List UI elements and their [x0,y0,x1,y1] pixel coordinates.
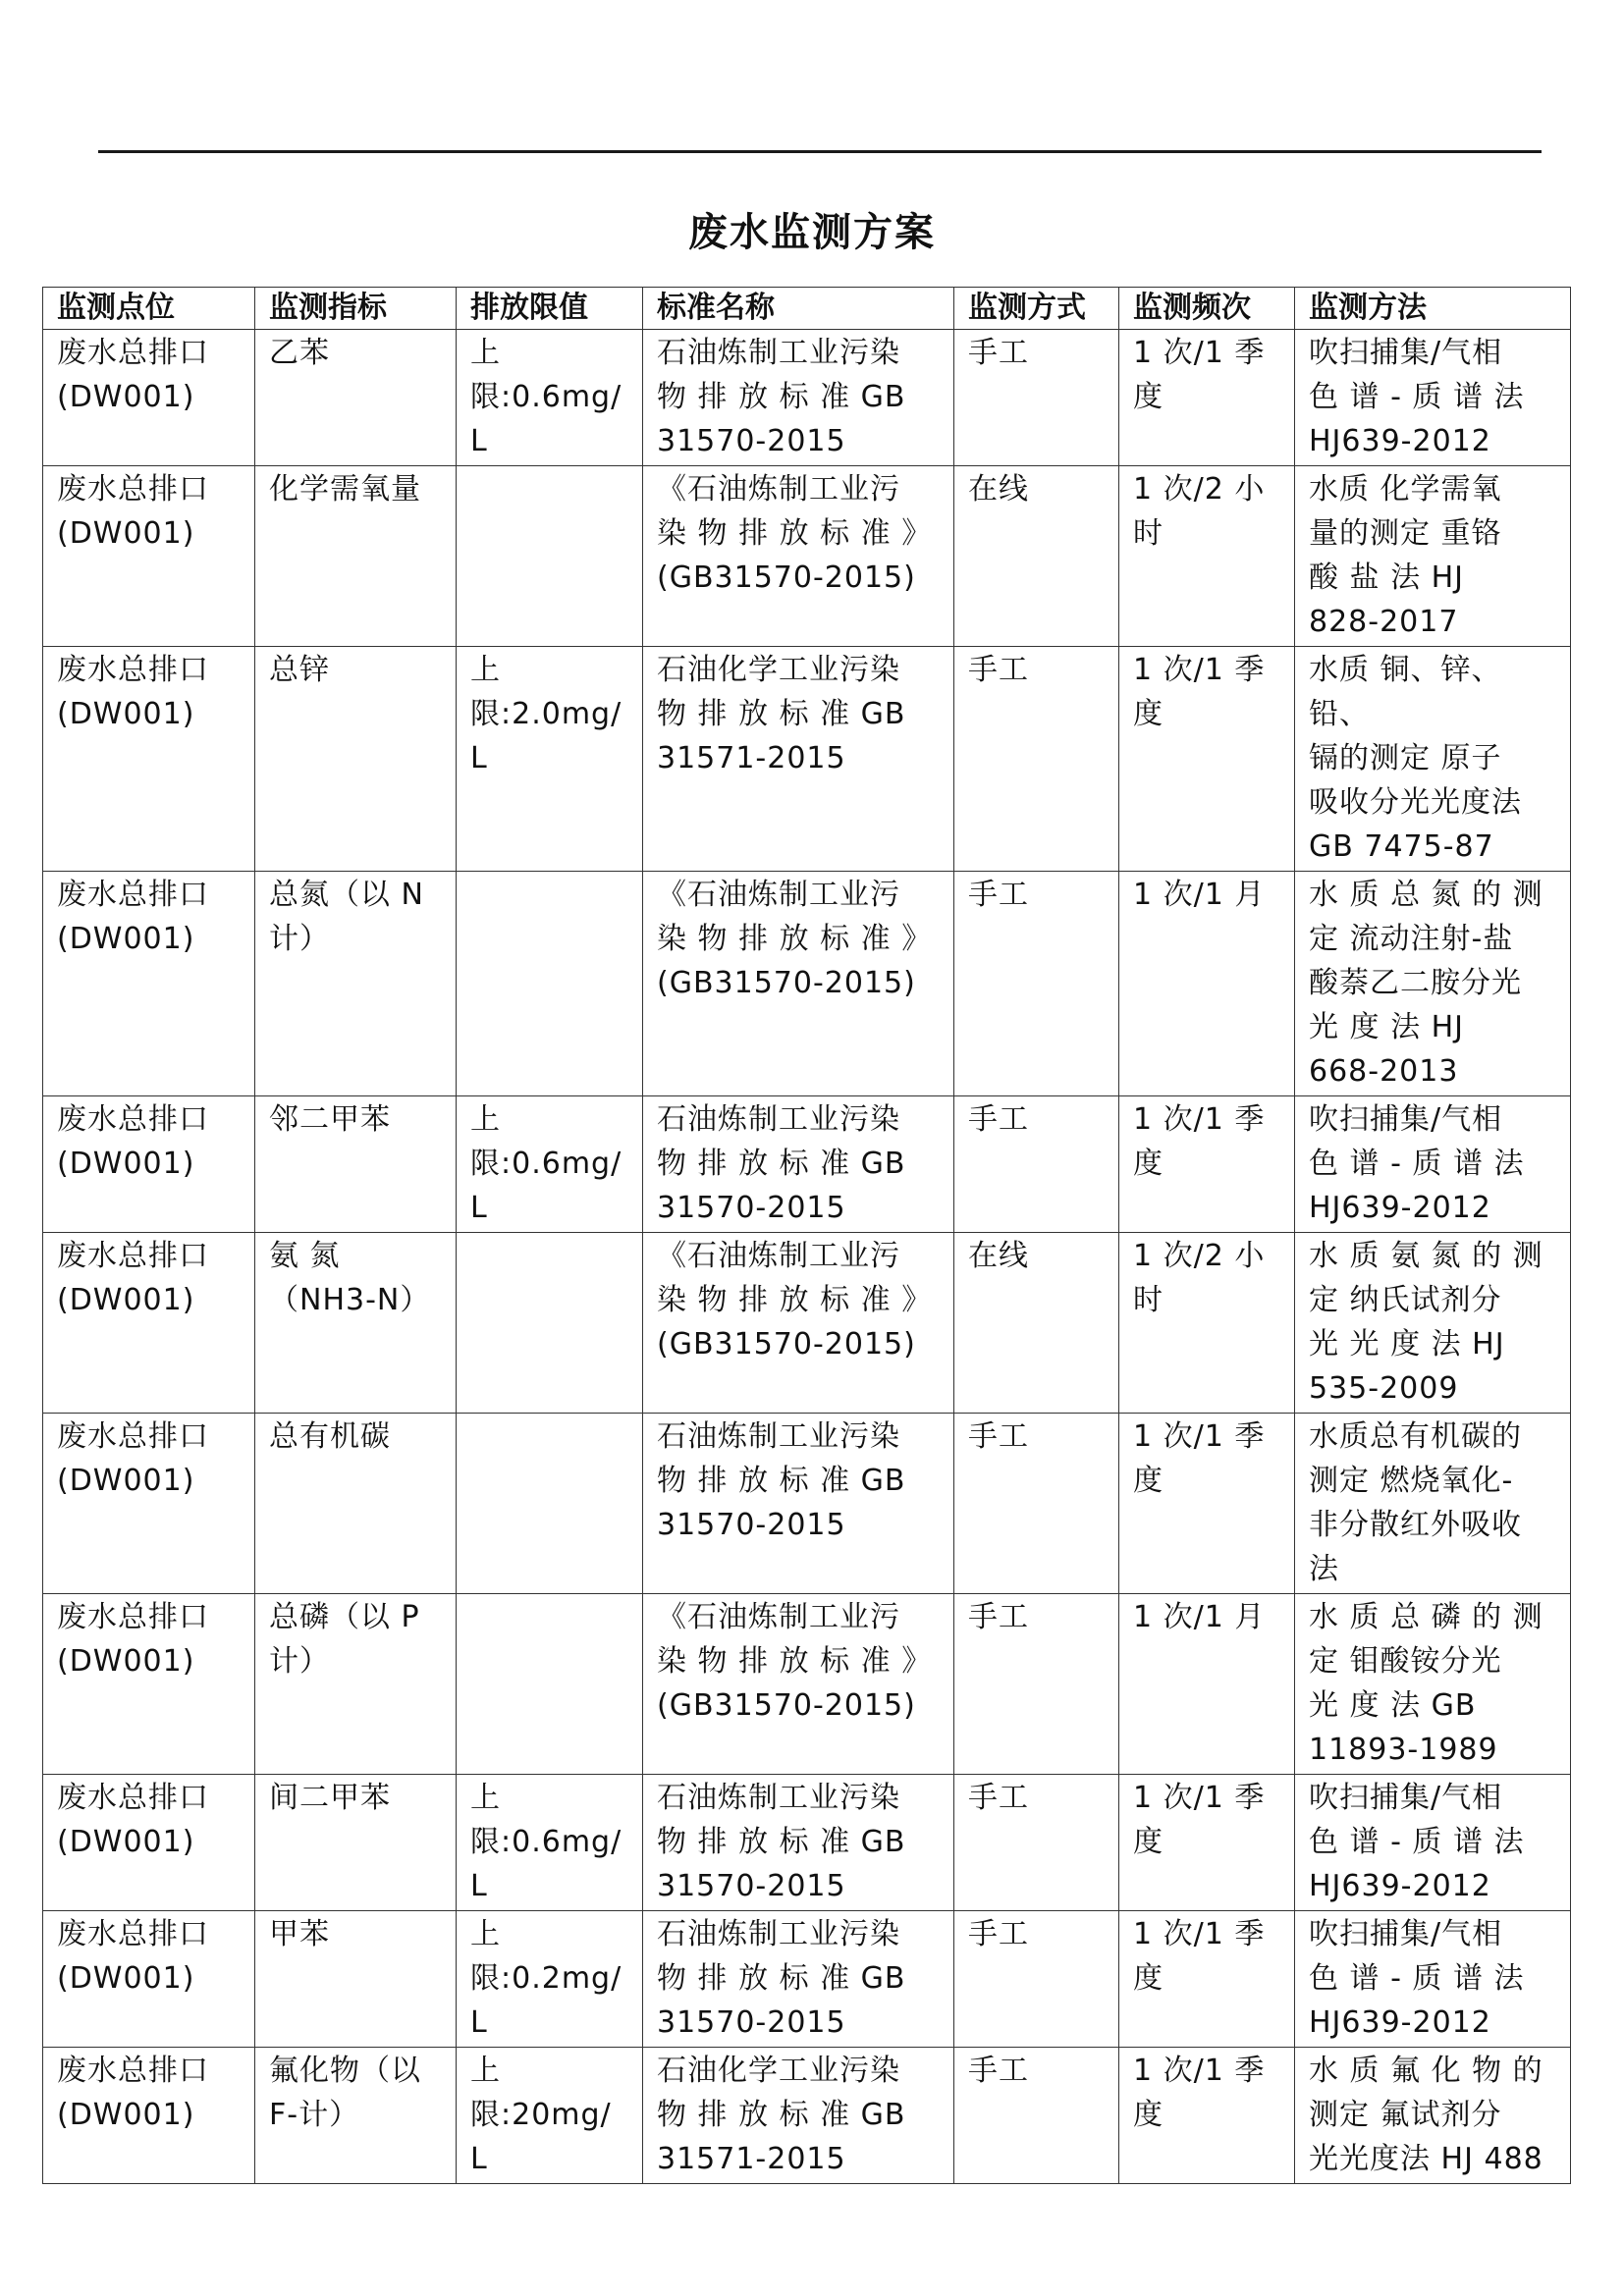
cell-text-line: 色 谱 - 质 谱 法 [1309,380,1525,414]
monitoring-point-cell [43,2048,255,2184]
cell-text-line: 量的测定 重铬 [1309,516,1502,551]
cell-text-line: 《石油炼制工业污 [657,472,900,507]
monitoring-mode-cell [954,466,1119,647]
cell-text-line: 限:2.0mg/L [470,697,623,775]
cell-text-line: 水质 化学需氧 [1309,472,1502,507]
indicator-cell [255,872,457,1096]
standard-name-cell [643,330,954,466]
cell-text-line: 1 次/1 季 [1133,653,1266,687]
method-cell [1295,1911,1571,2048]
cell-text-line: 乙苯 [269,336,330,370]
cell-text-line: 镉的测定 原子 [1309,741,1502,775]
standard-name-cell [643,1096,954,1233]
indicator-cell [255,1911,457,2048]
method-cell [1295,330,1571,466]
cell-text-line: 吹扫捕集/气相 [1309,1781,1503,1815]
emission-limit-cell [457,330,643,466]
indicator-cell [255,2048,457,2184]
cell-text-line: 1 次/1 季 [1133,336,1266,370]
frequency-cell [1119,1233,1295,1414]
cell-text-line: 定 钼酸铵分光 [1309,1644,1502,1679]
cell-text-line: 计） [269,922,330,956]
cell-text-line: HJ639-2012 [1309,424,1491,458]
cell-text-line: 物 排 放 标 准 GB [657,1464,906,1498]
cell-text-line: 31571-2015 [657,741,846,775]
cell-text-line: 上 [470,1917,501,1951]
cell-text-line: 手工 [968,653,1029,687]
standard-name-cell [643,647,954,872]
cell-text-line: 总有机碳 [269,1419,391,1454]
cell-text-line: 31570-2015 [657,1191,846,1225]
monitoring-point-cell [43,1775,255,1911]
method-cell [1295,647,1571,872]
cell-text-line: (DW001) [57,1464,195,1498]
cell-text-line: 限:0.2mg/L [470,1961,623,2040]
cell-text-line: F-计） [269,2098,360,2132]
table-row [43,1233,1571,1414]
cell-text-line: HJ639-2012 [1309,1191,1491,1225]
cell-text-line: 水 质 氟 化 物 的 [1309,2054,1543,2088]
cell-text-line: 石油炼制工业污染 [657,1102,900,1137]
cell-text-line: 1 次/1 季 [1133,1102,1266,1137]
table-row [43,1775,1571,1911]
monitoring-mode-cell [954,1911,1119,2048]
cell-text-line: (GB31570-2015) [657,561,916,595]
cell-text-line: 总磷（以 P [269,1600,420,1634]
cell-text-line: 测定 燃烧氧化- [1309,1464,1514,1498]
cell-text-line: (DW001) [57,380,195,414]
cell-text-line: 手工 [968,2054,1029,2088]
cell-text-line: 染 物 排 放 标 准 》 [657,1644,933,1679]
monitoring-mode-cell [954,647,1119,872]
monitoring-point-cell [43,1594,255,1775]
monitoring-mode-cell [954,1096,1119,1233]
monitoring-mode-cell [954,1233,1119,1414]
cell-text-line: 光 光 度 法 HJ [1309,1327,1505,1362]
header-monitoring-point: 监测点位 [43,288,255,330]
cell-text-line: 1 次/1 季 [1133,1917,1266,1951]
cell-text-line: 染 物 排 放 标 准 》 [657,1283,933,1317]
cell-text-line: 废水总排口 [57,2054,209,2088]
cell-text-line: HJ639-2012 [1309,2005,1491,2040]
cell-text-line: 11893-1989 [1309,1733,1498,1767]
emission-limit-cell [457,1096,643,1233]
cell-text-line: 物 排 放 标 准 GB [657,1825,906,1859]
monitoring-mode-cell [954,2048,1119,2184]
cell-text-line: 度 [1133,1147,1164,1181]
cell-text-line: 水 质 总 氮 的 测 [1309,878,1543,912]
cell-text-line: 1 次/1 月 [1133,878,1266,912]
cell-text-line: 酸 盐 法 HJ [1309,561,1465,595]
cell-text-line: 石油炼制工业污染 [657,1917,900,1951]
cell-text-line: (DW001) [57,1825,195,1859]
frequency-cell [1119,2048,1295,2184]
frequency-cell [1119,466,1295,647]
cell-text-line: 石油炼制工业污染 [657,1781,900,1815]
monitoring-point-cell [43,1096,255,1233]
frequency-cell [1119,872,1295,1096]
cell-text-line: 非分散红外吸收 [1309,1508,1522,1542]
cell-text-line: 度 [1133,1825,1164,1859]
monitoring-mode-cell [954,330,1119,466]
indicator-cell [255,1096,457,1233]
cell-text-line: 限:0.6mg/L [470,380,623,458]
cell-text-line: （NH3-N） [269,1283,431,1317]
cell-text-line: 手工 [968,1600,1029,1634]
cell-text-line: 1 次/2 小 [1133,1239,1266,1273]
cell-text-line: 限:0.6mg/L [470,1825,623,1903]
emission-limit-cell [457,1233,643,1414]
monitoring-point-cell [43,647,255,872]
emission-limit-cell [457,1594,643,1775]
cell-text-line: 废水总排口 [57,1600,209,1634]
table-row [43,466,1571,647]
cell-text-line: 氟化物（以 [269,2054,421,2088]
monitoring-point-cell [43,1414,255,1594]
emission-limit-cell [457,1911,643,2048]
emission-limit-cell [457,1775,643,1911]
cell-text-line: 手工 [968,1781,1029,1815]
cell-text-line: 酸萘乙二胺分光 [1309,966,1522,1000]
cell-text-line: 物 排 放 标 准 GB [657,1147,906,1181]
table-row [43,647,1571,872]
method-cell [1295,1594,1571,1775]
standard-name-cell [643,466,954,647]
cell-text-line: 《石油炼制工业污 [657,1600,900,1634]
standard-name-cell [643,872,954,1096]
emission-limit-cell [457,2048,643,2184]
cell-text-line: 废水总排口 [57,1419,209,1454]
frequency-cell [1119,1096,1295,1233]
cell-text-line: 染 物 排 放 标 准 》 [657,516,933,551]
cell-text-line: 染 物 排 放 标 准 》 [657,922,933,956]
cell-text-line: 化学需氧量 [269,472,421,507]
cell-text-line: 限:20mg/L [470,2098,612,2176]
cell-text-line: 上 [470,336,501,370]
cell-text-line: 色 谱 - 质 谱 法 [1309,1147,1525,1181]
cell-text-line: 水质总有机碳的 [1309,1419,1522,1454]
header-method: 监测方法 [1295,288,1571,330]
table-row [43,330,1571,466]
cell-text-line: 物 排 放 标 准 GB [657,2098,906,2132]
cell-text-line: 手工 [968,1419,1029,1454]
cell-text-line: 度 [1133,2098,1164,2132]
cell-text-line: 31570-2015 [657,424,846,458]
cell-text-line: 氨 氮 [269,1239,341,1273]
cell-text-line: 手工 [968,878,1029,912]
cell-text-line: 668-2013 [1309,1054,1459,1089]
cell-text-line: 手工 [968,1917,1029,1951]
frequency-cell [1119,1911,1295,2048]
cell-text-line: 在线 [968,472,1029,507]
emission-limit-cell [457,647,643,872]
cell-text-line: 在线 [968,1239,1029,1273]
cell-text-line: 《石油炼制工业污 [657,1239,900,1273]
cell-text-line: (DW001) [57,1147,195,1181]
cell-text-line: 手工 [968,336,1029,370]
cell-text-line: 吹扫捕集/气相 [1309,1917,1503,1951]
standard-name-cell [643,1911,954,2048]
cell-text-line: (DW001) [57,1961,195,1996]
cell-text-line: 总锌 [269,653,330,687]
method-cell [1295,1233,1571,1414]
monitoring-mode-cell [954,1414,1119,1594]
cell-text-line: 物 排 放 标 准 GB [657,697,906,731]
indicator-cell [255,330,457,466]
cell-text-line: 水质 铜、锌、铅、 [1309,653,1502,731]
indicator-cell [255,1233,457,1414]
cell-text-line: 色 谱 - 质 谱 法 [1309,1961,1525,1996]
cell-text-line: 上 [470,1781,501,1815]
cell-text-line: 定 纳氏试剂分 [1309,1283,1502,1317]
cell-text-line: 邻二甲苯 [269,1102,391,1137]
table-row [43,2048,1571,2184]
cell-text-line: 度 [1133,1961,1164,1996]
cell-text-line: 手工 [968,1102,1029,1137]
frequency-cell [1119,647,1295,872]
cell-text-line: 1 次/1 季 [1133,1419,1266,1454]
cell-text-line: 废水总排口 [57,653,209,687]
emission-limit-cell [457,466,643,647]
cell-text-line: 光 度 法 GB [1309,1688,1477,1723]
cell-text-line: (DW001) [57,1644,195,1679]
indicator-cell [255,466,457,647]
cell-text-line: (DW001) [57,516,195,551]
cell-text-line: 水 质 氨 氮 的 测 [1309,1239,1543,1273]
cell-text-line: 石油炼制工业污染 [657,1419,900,1454]
cell-text-line: 定 流动注射-盐 [1309,922,1514,956]
cell-text-line: 测定 氟试剂分 [1309,2098,1502,2132]
cell-text-line: (GB31570-2015) [657,1327,916,1362]
method-cell [1295,872,1571,1096]
header-indicator: 监测指标 [255,288,457,330]
cell-text-line: (GB31570-2015) [657,1688,916,1723]
cell-text-line: 31571-2015 [657,2142,846,2176]
cell-text-line: 间二甲苯 [269,1781,391,1815]
cell-text-line: 吹扫捕集/气相 [1309,336,1503,370]
table-row [43,1594,1571,1775]
cell-text-line: GB 7475-87 [1309,829,1494,864]
method-cell [1295,1775,1571,1911]
indicator-cell [255,1775,457,1911]
frequency-cell [1119,1775,1295,1911]
cell-text-line: 828-2017 [1309,605,1459,639]
header-standard-name: 标准名称 [643,288,954,330]
monitoring-mode-cell [954,1775,1119,1911]
cell-text-line: 计） [269,1644,330,1679]
cell-text-line: 色 谱 - 质 谱 法 [1309,1825,1525,1859]
monitoring-plan-table [42,287,1571,2184]
monitoring-point-cell [43,1233,255,1414]
cell-text-line: (DW001) [57,1283,195,1317]
cell-text-line: 度 [1133,380,1164,414]
cell-text-line: 上 [470,1102,501,1137]
frequency-cell [1119,1414,1295,1594]
standard-name-cell [643,1414,954,1594]
standard-name-cell [643,2048,954,2184]
indicator-cell [255,1594,457,1775]
cell-text-line: 上 [470,2054,501,2088]
cell-text-line: 石油化学工业污染 [657,2054,900,2088]
standard-name-cell [643,1775,954,1911]
cell-text-line: 光 度 法 HJ [1309,1010,1465,1044]
cell-text-line: 水 质 总 磷 的 测 [1309,1600,1543,1634]
cell-text-line: 吸收分光光度法 [1309,785,1522,820]
cell-text-line: (GB31570-2015) [657,966,916,1000]
cell-text-line: 上 [470,653,501,687]
cell-text-line: 石油化学工业污染 [657,653,900,687]
cell-text-line: 时 [1133,516,1164,551]
method-cell [1295,466,1571,647]
cell-text-line: 31570-2015 [657,2005,846,2040]
indicator-cell [255,647,457,872]
table-row [43,872,1571,1096]
cell-text-line: 甲苯 [269,1917,330,1951]
indicator-cell [255,1414,457,1594]
monitoring-point-cell [43,330,255,466]
cell-text-line: 1 次/2 小 [1133,472,1266,507]
cell-text-line: 废水总排口 [57,1239,209,1273]
header-emission-limit: 排放限值 [457,288,643,330]
cell-text-line: HJ639-2012 [1309,1869,1491,1903]
cell-text-line: 物 排 放 标 准 GB [657,380,906,414]
cell-text-line: (DW001) [57,2098,195,2132]
emission-limit-cell [457,872,643,1096]
cell-text-line: 吹扫捕集/气相 [1309,1102,1503,1137]
cell-text-line: 石油炼制工业污染 [657,336,900,370]
method-cell [1295,1096,1571,1233]
monitoring-point-cell [43,1911,255,2048]
monitoring-mode-cell [954,872,1119,1096]
cell-text-line: 限:0.6mg/L [470,1147,623,1225]
cell-text-line: (DW001) [57,697,195,731]
cell-text-line: 总氮（以 N [269,878,424,912]
cell-text-line: 废水总排口 [57,472,209,507]
frequency-cell [1119,1594,1295,1775]
table-row [43,1414,1571,1594]
cell-text-line: 度 [1133,697,1164,731]
cell-text-line: 1 次/1 季 [1133,1781,1266,1815]
cell-text-line: 法 [1309,1552,1339,1586]
method-cell [1295,1414,1571,1594]
cell-text-line: 废水总排口 [57,1917,209,1951]
cell-text-line: 废水总排口 [57,1781,209,1815]
header-monitoring-mode: 监测方式 [954,288,1119,330]
cell-text-line: 时 [1133,1283,1164,1317]
table-row [43,1911,1571,2048]
cell-text-line: 废水总排口 [57,878,209,912]
header-rule [98,150,1542,153]
table-header-row [43,288,1571,330]
emission-limit-cell [457,1414,643,1594]
page-title: 废水监测方案 [688,210,936,255]
cell-text-line: 1 次/1 月 [1133,1600,1266,1634]
cell-text-line: (DW001) [57,922,195,956]
table-row [43,1096,1571,1233]
cell-text-line: 《石油炼制工业污 [657,878,900,912]
cell-text-line: 535-2009 [1309,1371,1459,1406]
standard-name-cell [643,1233,954,1414]
monitoring-mode-cell [954,1594,1119,1775]
cell-text-line: 31570-2015 [657,1869,846,1903]
standard-name-cell [643,1594,954,1775]
monitoring-point-cell [43,466,255,647]
cell-text-line: 31570-2015 [657,1508,846,1542]
method-cell [1295,2048,1571,2184]
frequency-cell [1119,330,1295,466]
cell-text-line: 废水总排口 [57,1102,209,1137]
table-body [43,330,1571,2184]
header-frequency: 监测频次 [1119,288,1295,330]
cell-text-line: 度 [1133,1464,1164,1498]
cell-text-line: 废水总排口 [57,336,209,370]
monitoring-point-cell [43,872,255,1096]
cell-text-line: 物 排 放 标 准 GB [657,1961,906,1996]
cell-text-line: 1 次/1 季 [1133,2054,1266,2088]
cell-text-line: 光光度法 HJ 488 [1309,2142,1543,2176]
